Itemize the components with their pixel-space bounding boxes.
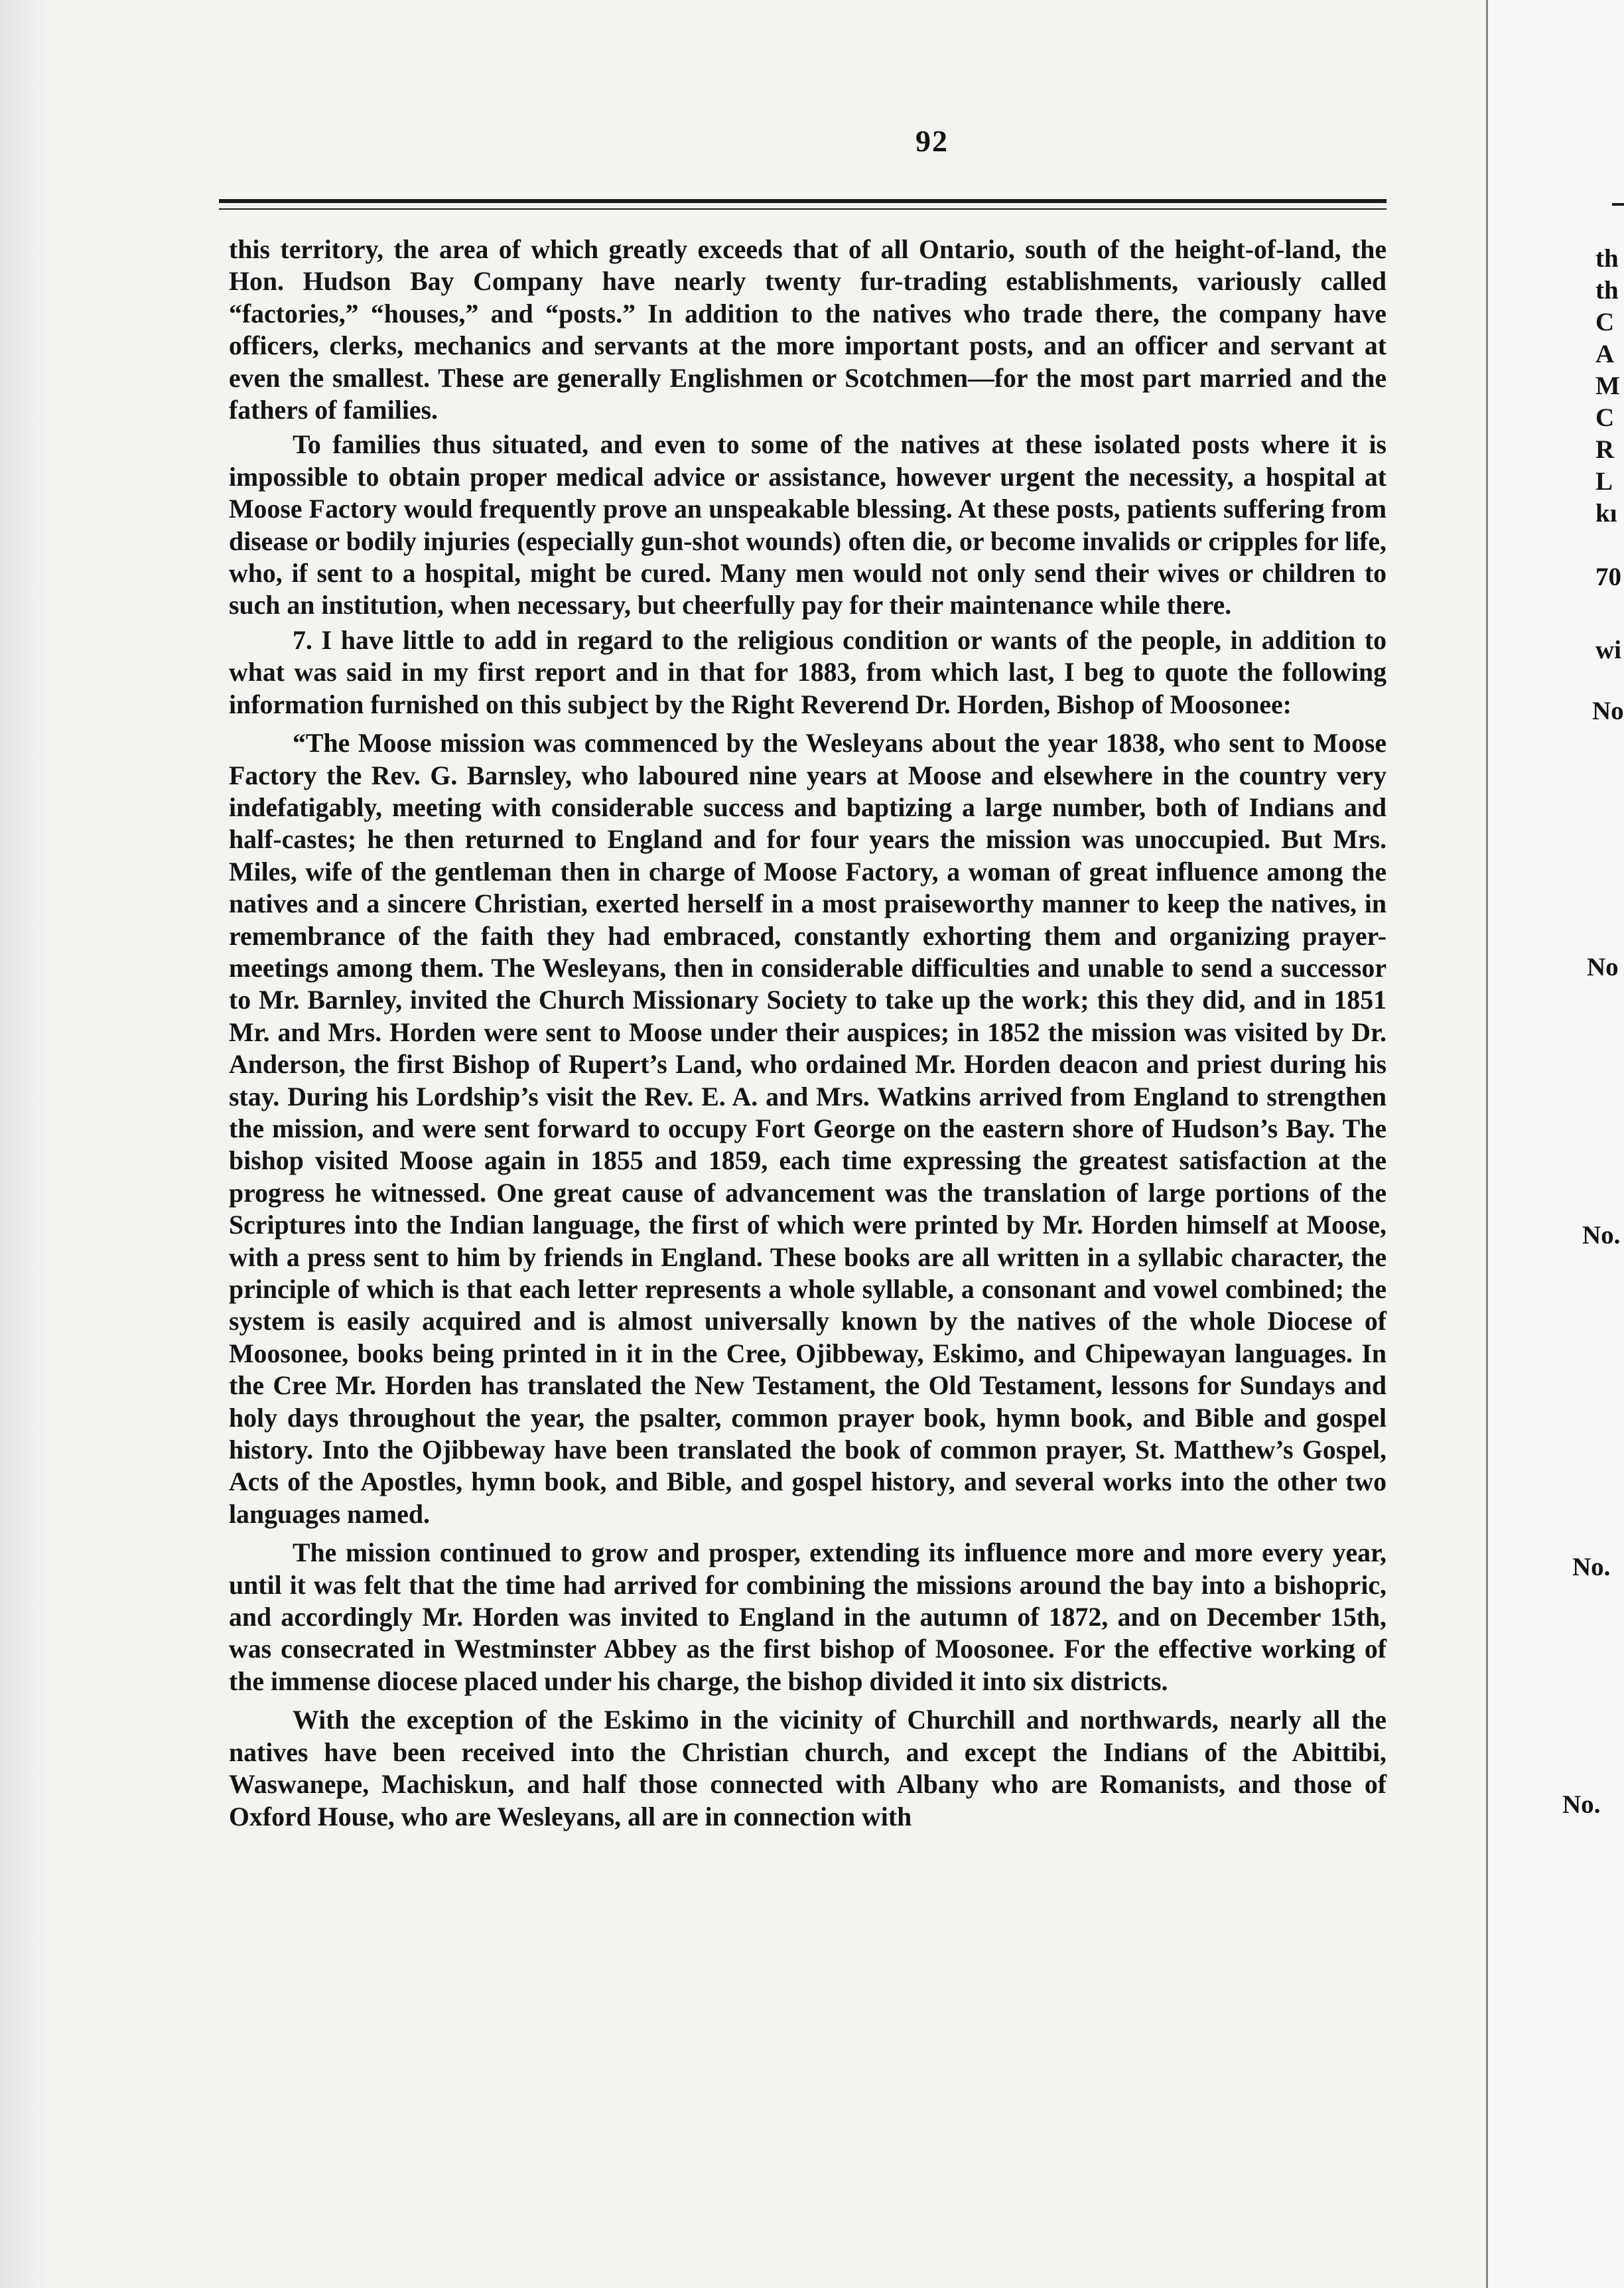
facing-fragment: M bbox=[1595, 372, 1620, 400]
facing-page-rule bbox=[1612, 203, 1624, 206]
paragraph-5: The mission continued to grow and prosper, extending its influence more and more every year, until it was felt that the time had arrived for combining the missions around the bay into a bishopric, and accordingly Mr. Horden was invited to England in the autumn of 1872, and on December 15th, was consecrated in Westminster Abbey as the first bishop of Moosonee. For the effective working of the immense diocese placed under his charge, the bishop divided it into six districts. bbox=[229, 1538, 1387, 1696]
page-number: 92 bbox=[915, 124, 949, 158]
facing-fragment: R bbox=[1595, 435, 1615, 464]
scan-edge bbox=[0, 0, 46, 2288]
facing-fragment: th bbox=[1595, 276, 1619, 305]
paragraph-2: To families thus situated, and even to some of the natives at these isolated posts where it is impossible to obtain proper medical advice or assistance, however urgent the necessity, a hospital at Moose Factory would frequently prove an unspeakable blessing. At these posts, patients suffering from disease or bodily injuries (especially gun-shot wounds) often die, or become invalids or cripples for life, who, if sent to a hospital, might be cured. Many men would not only send their wives or children to such an institution, when necessary, but cheerfully pay for their maintenance while there. bbox=[229, 430, 1387, 620]
facing-fragment: 70 bbox=[1595, 563, 1621, 591]
facing-fragment: wi bbox=[1595, 636, 1621, 664]
facing-fragment: kı bbox=[1595, 499, 1617, 528]
facing-fragment: C bbox=[1595, 308, 1615, 336]
paragraph-3: 7. I have little to add in regard to the religious condition or wants of the people, in addition to what was said in my first report and in that for 1883, from which last, I beg to quote the following information furnished on this subject by the Right Reverend Dr. Horden, Bishop of Moosonee: bbox=[229, 625, 1387, 719]
paragraph-6: With the exception of the Eskimo in the vicinity of Churchill and northwards, nearly all the natives have been received into the Christian church, and except the Indians of the Abittibi, Waswanepe, Machiskun, and half those connected with Albany who are Romanists, and those of Oxford House, who are Wesleyans, all are in connection with bbox=[229, 1705, 1387, 1831]
facing-fragment: L bbox=[1595, 467, 1613, 496]
paragraph-4-quote: “The Moose mission was commenced by the Wesleyans about the year 1838, who sent to Moose Factory the Rev. G. Barnsley, who laboured nine years at Moose and elsewhere in the country very indefatigably, meeting with considerable success and baptizing a large number, both of Indians and half-castes; he then returned to England and for four years the mission was unoccupied. But Mrs. Miles, wife of the gentleman then in charge of Moose Factory, a woman of great influence among the natives and a sincere Christian, exerted herself in a most praiseworthy manner to keep the natives, in remembrance of the faith they had embraced, constantly exhorting them and organizing prayer-meetings among them. The Wesleyans, then in considerable difficulties and unable to send a successor to Mr. Barnley, invited the Church Missionary Society to take up the work; this they did, and in 1851 Mr. and Mrs. Horden were sent to Moose under their auspices; in 1852 the mission was visited by Dr. Anderson, the first Bishop of Rupert’s Land, who ordained Mr. Horden deacon and priest during his stay. During his Lordship’s visit the Rev. E. A. and Mrs. Watkins arrived from England to strengthen the mission, and were sent forward to occupy Fort George on the eastern shore of Hudson’s Bay. The bishop visited Moose again in 1855 and 1859, each time expressing the greatest satisfaction at the progress he witnessed. One great cause of advancement was the translation of large portions of the Scriptures into the Indian language, the first of which were printed by Mr. Horden himself at Moose, with a press sent to him by friends in England. These books are all written in a syllabic character, the principle of which is that each letter represents a whole syllable, a consonant and vowel combined; the system is easily acquired and is almost universally known by the natives of the whole Diocese of Moosonee, books being printed in it in the Cree, Ojibbeway, Eskimo, and Chipewayan languages. In the Cree Mr. Horden has translated the New Testament, the Old Testament, lessons for Sundays and holy days throughout the year, the psalter, common prayer book, hymn book, and Bible and gospel history. Into the Ojibbeway have been translated the book of common prayer, St. Matthew’s Gospel, Acts of the Apostles, hymn book, and Bible, and gospel history, and several works into the other two languages named. bbox=[229, 729, 1387, 1529]
facing-fragment: No. bbox=[1562, 1790, 1601, 1819]
paragraph-1: this territory, the area of which greatly exceeds that of all Ontario, south of the height-of-land, the Hon. Hudson Bay Company have nearly twenty fur-trading establishments, variously called “factories,” “houses,” and “posts.” In addition to the natives who trade there, the company have officers, clerks, mechanics and servants at the more important posts, and an officer and servant at even the smallest. These are generally Englishmen or Scotchmen—for the most part married and the fathers of families. bbox=[229, 235, 1387, 425]
facing-fragment: No bbox=[1587, 953, 1619, 981]
facing-fragment: C bbox=[1595, 403, 1615, 432]
header-rule-thin bbox=[219, 208, 1387, 210]
body-text bbox=[229, 234, 1387, 1835]
facing-fragment: No. bbox=[1582, 1221, 1621, 1250]
facing-fragment: A bbox=[1595, 340, 1615, 368]
header-rule-thick bbox=[219, 199, 1387, 203]
facing-fragment: No. bbox=[1572, 1553, 1611, 1581]
facing-fragment: No bbox=[1592, 697, 1624, 725]
facing-fragment: th bbox=[1595, 244, 1619, 273]
